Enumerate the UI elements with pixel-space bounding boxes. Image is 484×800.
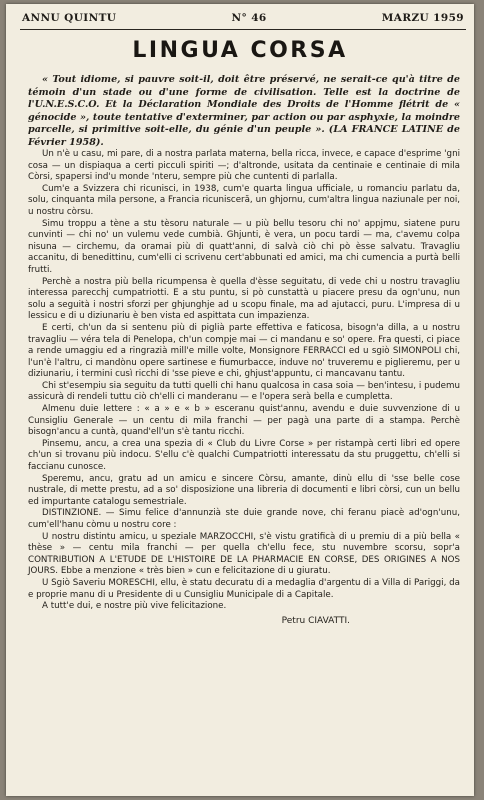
paragraph: Almenu duie lettere : « a » e « b » esceranu quist'annu, avendu e duie suvvenzione di u Cunsigliu Generale — un centu di mila franchi — per pagà una parte di a stampa. Perchè bisogn'ancu a cuntà, quand'ell'un s'è tantu ricchi.	[28, 404, 460, 438]
newsletter-page	[6, 4, 474, 796]
page-header	[22, 10, 464, 26]
author-signature: Petru CIAVATTI.	[281, 615, 350, 626]
paragraph: A tutt'e dui, e nostre più vive felicitazione.	[42, 601, 227, 612]
epigraph-quote: « Tout idiome, si pauvre soit-il, doit être préservé, ne serait-ce qu'à titre de témoin d'un stade ou d'une forme de civilisation. Telle est la doctrine de l'U.N.E.S.C.O. Et la Déclaration Mondiale des Droits de l'Homme flétrit de « génocide », toute tentative d'exterminer, par action ou par asphyxie, la moindre parcelle, si primitive soit-elle, du génie d'un peuple ». (LA FRANCE LATINE de Février 1958).	[28, 74, 460, 148]
paragraph-distinzione: DISTINZIONE. — Simu felice d'annunzià ste duie grande nove, chi feranu piacè ad'ogn'unu, cum'ell'hanu còmu u nostru core :	[28, 508, 460, 530]
paragraph: Perchè a nostra più bella ricumpensa è quella d'èsse seguitatu, di vede chi u nostru travagliu interessa parecchj cumpatriotti. E a stu puntu, si pò cunstattà u piacere presu da ogn'unu, nun solu a seguità i nostri sforzi per ghjunghje ad u scopu finale, ma ad ajutacci, puru. L'impresa di u lessicu e di u diziunariu è ben vista ed aspittata cun impazienza.	[28, 276, 460, 322]
issue-date: MARZU 1959	[381, 12, 464, 24]
paragraph: U Sgiò Saveriu MORESCHI, ellu, è statu decuratu di a medaglia d'argentu di a Villa di Pariggi, da e proprie manu di u Presidente di u Cunsigliu Municipale di a Capitale.	[28, 577, 460, 600]
article-body	[28, 74, 460, 627]
paragraph: Speremu, ancu, gratu ad un amicu e sincere Còrsu, amante, dinù ellu di 'sse belle cose nustrale, di mette prestu, ad a so' disposizione una libreria di documenti e libri còrsi, cun un bellu ed impurtante catalogu semestriale.	[28, 473, 460, 507]
header-rule	[20, 29, 466, 30]
paragraph: Cum'e a Svizzera chi ricunisci, in 1938, cum'e quarta lingua ufficiale, u romanciu parlatu da, solu, cinquanta mila persone, a Francia ricunisceră, un ghjornu, cum'altra lingua naziunale per noi, u nostru còrsu.	[28, 183, 460, 217]
paragraph: E certi, ch'un da si sentenu più di piglià parte effettiva e faticosa, bisogn'a dilla, a u nostru travagliu — véra tela di Penelopa, ch'un compje mai — ci mandanu e so' opere. Fra questi, ci piace a rende umaggiu ed a ringrazià mill'e mille volte, Monsignore FERRACCI ed u sgiò SIMONPOLI chi, l'un'è l'altru, ci mandònu opere sartinese e fiumurbacce, induve no' truveremu e piglieremu, per u diziunariu, i termini cusì ricchi di 'sse pieve e chi, ghjust'appuntu, ci mancavanu tantu.	[28, 322, 460, 380]
paragraph: Simu troppu a tène a stu tèsoru naturale — u più bellu tesoru chi no' appjmu, siatene puru cunvinti — chi no' un vulemu vede cumbià. Ghjunti, è vera, un pocu tardi — ma, c'avemu colpa nisuna — circhemu, da oramai più di quatt'anni, di salvà ciò chi pò èsse salvatu. Travagliu accanitu, di benedittinu, cum'elli ci scrivenu cert'abbunati ed amici, ma chi cumencia a purtà belli frutti.	[28, 218, 460, 275]
issue-number: N° 46	[231, 12, 267, 24]
paragraph: Chi st'esempiu sia seguitu da tutti quelli chi hanu qualcosa in casa soia — ben'intesu, i pudemu assicurà di rendeli tuttu ciò ch'elli ci manderanu — e l'opera serà bella e cumpletta.	[28, 380, 460, 403]
article-title: LINGUA CORSA	[132, 38, 348, 63]
paragraph: Un n'è u casu, mi pare, di a nostra parlata materna, bella ricca, invece, e capace d'esprime 'gni cosa — un dispiaqua a certi picculi spiriti —; d'altronde, usitata da centinaie e centinaie di mila Còrsi, spapersi ind'u monde 'nteru, sempre più che cuntenti di parlalla.	[28, 149, 460, 183]
paragraph: Pinsemu, ancu, a crea una spezia di « Club du Livre Corse » per ristampà certi libri ed opere ch'un si trovanu più indocu. S'ellu c'è qualchi Cumpatriotti interessatu da stu pruggettu, ch'elli si faccianu cunosce.	[28, 438, 460, 473]
paragraph: U nostru distintu amicu, u speziale MARZOCCHI, s'è vistu gratificà di u premiu di a più bella « thèse » — centu mila franchi — per quella ch'ellu fece, stu nuvembre scorsu, sopr'a CONTRIBUTION A L'ETUDE DE L'HISTOIRE DE LA PHARMACIE EN CORSE, DES ORIGINES A NOS JOURS. Ebbe a menzione « très bien » cun e felicitazione di u giuratu.	[28, 531, 460, 577]
volume-label: ANNU QUINTU	[22, 12, 117, 24]
